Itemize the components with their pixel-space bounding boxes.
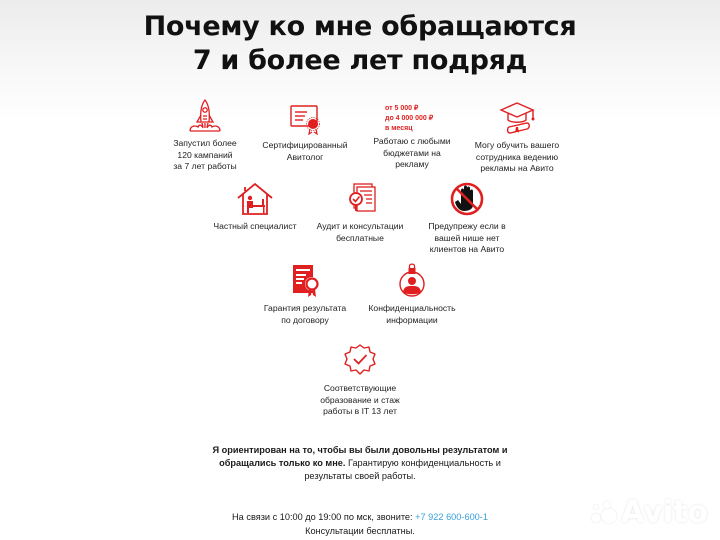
- feature-label: Частный специалист: [213, 221, 297, 231]
- contract-guarantee-icon: [285, 263, 325, 299]
- feature-guarantee: [250, 263, 360, 326]
- privacy-lock-user-icon: [392, 263, 432, 299]
- feature-audit: [305, 181, 415, 244]
- feature-campaigns: [150, 98, 260, 173]
- home-office-icon: [235, 181, 275, 217]
- feature-privacy: [357, 263, 467, 326]
- watermark-text: Avito: [621, 495, 708, 530]
- feature-certified: [250, 100, 360, 163]
- audit-document-icon: [340, 181, 380, 217]
- feature-label: Предупрежу если в вашей нише нет клиентов на Авито: [428, 221, 506, 254]
- avito-watermark: [589, 495, 708, 530]
- feature-niche-warning: [412, 181, 522, 256]
- feature-label: Соответствующие образование и стаж работы в IT 13 лет: [320, 383, 400, 416]
- commitment-statement: [200, 444, 520, 483]
- feature-private-specialist: [200, 181, 310, 233]
- budget-range: от 5 000 ₽ до 4 000 000 ₽ в месяц: [385, 105, 434, 132]
- title-line-1: Почему ко мне обращаются: [143, 11, 577, 42]
- page-title: [0, 10, 720, 78]
- rocket-icon: [185, 98, 225, 134]
- feature-label: Аудит и консультации бесплатные: [316, 221, 404, 243]
- stop-hand-icon: [447, 181, 487, 217]
- feature-budgets: [357, 104, 467, 171]
- feature-label: Сертифицированный Авитолог: [262, 140, 348, 162]
- statement-bold: Я ориентирован на то, чтобы вы были довольны результатом и обращались только ко мне.: [212, 445, 508, 468]
- avito-logo-icon: [589, 500, 619, 526]
- certificate-icon: [285, 100, 325, 136]
- feature-education: [305, 343, 415, 418]
- feature-training: [462, 100, 572, 175]
- contact-note: Консультации бесплатны.: [305, 526, 415, 536]
- feature-label: Запустил более 120 кампаний за 7 лет работы: [173, 138, 237, 171]
- feature-label: Гарантия результата по договору: [263, 303, 347, 325]
- statement-regular: Гарантирую конфиденциальность и результаты своей работы.: [304, 458, 501, 481]
- title-line-2: 7 и более лет подряд: [192, 45, 528, 76]
- feature-label: Могу обучить вашего сотрудника ведению рекламы на Авито: [474, 140, 560, 173]
- contact-hours: На связи с 10:00 до 19:00 по мск, звоните:: [232, 512, 416, 522]
- phone-link[interactable]: +7 922 600-600-1: [415, 512, 488, 522]
- badge-check-icon: [340, 343, 380, 379]
- feature-label: Работаю с любыми бюджетами на рекламу: [373, 136, 451, 169]
- graduation-cap-icon: [497, 100, 537, 136]
- contact-info: [180, 510, 540, 538]
- feature-label: Конфиденциальность информации: [368, 303, 456, 325]
